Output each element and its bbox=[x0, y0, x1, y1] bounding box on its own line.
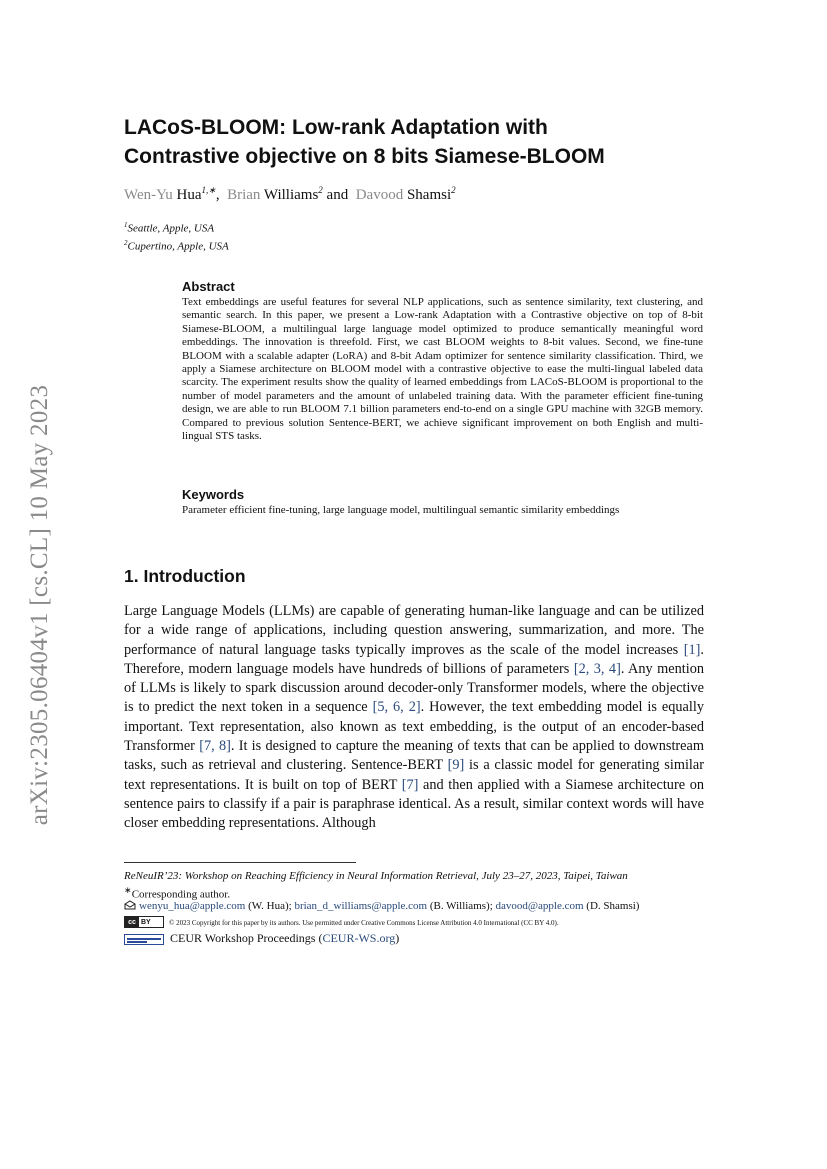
abstract-heading: Abstract bbox=[182, 279, 235, 294]
author-list bbox=[124, 185, 456, 204]
ceur-logo-icon bbox=[124, 934, 164, 945]
author-1-family: Hua bbox=[176, 187, 202, 203]
footnote-rule bbox=[124, 862, 356, 863]
ceur-text-pre: CEUR Workshop Proceedings ( bbox=[170, 931, 323, 945]
intro-text-4: . However, the text embedding model is equally important. Text representation, also known as text embedding, is the output of an encoder-based Transformer bbox=[124, 699, 704, 755]
affiliation-1-sup: 1 bbox=[124, 221, 128, 229]
author-separator-2: and bbox=[326, 187, 349, 203]
author-3-family: Shamsi bbox=[406, 187, 452, 203]
title-line-1: LACoS-BLOOM: Low-rank Adaptation with bbox=[124, 116, 548, 139]
footnote-ceur bbox=[124, 931, 399, 945]
footnote-license bbox=[124, 915, 559, 930]
intro-text-3: . Any mention of LLMs is likely to spark discussion around decoder-only Transformer models, where the objective is to predict the next token in a sequence bbox=[124, 660, 704, 716]
email-name-williams: (B. Williams); bbox=[427, 900, 496, 912]
citation-6[interactable]: [7] bbox=[401, 776, 419, 793]
email-name-shamsi: (D. Shamsi) bbox=[583, 900, 640, 912]
author-3-given: Davood bbox=[355, 187, 404, 203]
author-2-family: Williams bbox=[263, 187, 319, 203]
author-3-sup: 2 bbox=[451, 185, 456, 195]
cc-by-badge-icon bbox=[124, 916, 164, 928]
email-link-williams[interactable]: brian_d_williams@apple.com bbox=[294, 900, 428, 912]
intro-text-6: is a classic model for generating similar text representations. It is built on top of BERT bbox=[124, 757, 704, 793]
keywords-text: Parameter efficient fine-tuning, large language model, multilingual semantic similarity embeddings bbox=[182, 504, 620, 516]
corresponding-mark: ∗ bbox=[124, 885, 132, 895]
intro-text-5: . It is designed to capture the meaning of texts that can be applied to downstream tasks, such as retrieval and clustering. Sentence-BERT bbox=[124, 738, 704, 774]
mail-icon bbox=[124, 900, 136, 910]
intro-text-2: . Therefore, modern language models have hundreds of billions of parameters bbox=[124, 641, 704, 677]
citation-4[interactable]: [7, 8] bbox=[199, 738, 231, 755]
email-name-hua: (W. Hua); bbox=[245, 900, 295, 912]
ceur-link[interactable]: CEUR-WS.org bbox=[322, 931, 396, 945]
email-link-hua[interactable]: wenyu_hua@apple.com bbox=[139, 900, 246, 912]
footnote-venue: ReNeuIR’23: Workshop on Reaching Efficiency in Neural Information Retrieval, July 23–27, 2023, Taipei, Taiwan bbox=[124, 870, 628, 882]
keywords-heading: Keywords bbox=[182, 487, 245, 502]
title-line-2: Contrastive objective on 8 bits Siamese-BLOOM bbox=[124, 145, 605, 168]
keywords-section bbox=[182, 487, 722, 517]
intro-text-7: and then applied with a Siamese architecture on sentence pairs to classify if a pair is paraphrase identical. As a result, similar context words will have closer embedding representations. Although bbox=[124, 776, 704, 832]
affiliation-2 bbox=[124, 239, 229, 253]
email-link-shamsi[interactable]: davood@apple.com bbox=[495, 900, 584, 912]
corresponding-text: Corresponding author. bbox=[131, 888, 231, 901]
introduction-heading: 1. Introduction bbox=[124, 566, 246, 586]
intro-text-1: Large Language Models (LLMs) are capable of generating human-like language and can be utilized for a wide range of applications, including question answering, summarization, and more. The performance of natural language tasks typically improves as the scale of the model increases bbox=[124, 603, 704, 658]
ceur-text-post: ) bbox=[395, 931, 400, 945]
author-1-given: Wen-Yu bbox=[124, 187, 173, 203]
citation-1[interactable]: [1] bbox=[683, 641, 701, 658]
affiliation-2-sup: 2 bbox=[124, 239, 128, 247]
cc-badge-label: cc bbox=[125, 917, 139, 927]
footnote-emails bbox=[124, 899, 639, 913]
affiliation-1-text: Seattle, Apple, USA bbox=[127, 222, 215, 235]
author-separator-1: , bbox=[215, 187, 220, 203]
copyright-text: © 2023 Copyright for this paper by its authors. Use permitted under Creative Commons License Attribution 4.0 International (CC BY 4.0). bbox=[169, 919, 559, 927]
introduction-paragraph bbox=[124, 602, 704, 834]
arxiv-stamp bbox=[16, 355, 64, 855]
citation-3[interactable]: [5, 6, 2] bbox=[372, 699, 421, 716]
abstract-text: Text embeddings are useful features for several NLP applications, such as sentence similarity, text clustering, and semantic search. In this paper, we present a Low-rank Adaptation with a Contrastive objective on top of 8-bit Siamese-BLOOM, a multilingual large language model optimized to produce semantically meaningful word embeddings. The innovation is threefold. First, we cast BLOOM weights to 8-bit values. Second, we fine-tune BLOOM with a scalable adapter (LoRA) and 8-bit Adam optimizer for sentence similarity classification. Third, we apply a Siamese architecture on BLOOM model with a contrastive objective to ease the multi-lingual labeled data scarcity. The experiment results show the quality of learned embeddings from LACoS-BLOOM is proportional to the number of model parameters and the amount of unlabeled training data. With the parameter efficient fine-tuning design, we are able to run BLOOM 7.1 billion parameters end-to-end on a single GPU machine with 32GB memory. Compared to previous solution Sentence-BERT, we achieve significant improvement on both English and multi-lingual STS tasks. bbox=[182, 296, 703, 443]
paper-title bbox=[124, 113, 744, 171]
citation-5[interactable]: [9] bbox=[447, 757, 465, 774]
arxiv-stamp-text: arXiv:2305.06404v1 [cs.CL] 10 May 2023 bbox=[26, 384, 53, 826]
abstract-section bbox=[182, 279, 703, 443]
citation-2[interactable]: [2, 3, 4] bbox=[573, 660, 621, 677]
author-2-given: Brian bbox=[227, 187, 261, 203]
author-1-sup: 1,∗ bbox=[201, 185, 216, 195]
affiliation-1 bbox=[124, 221, 214, 235]
author-2-sup: 2 bbox=[318, 185, 323, 195]
cc-by-label: BY bbox=[141, 919, 151, 927]
affiliation-2-text: Cupertino, Apple, USA bbox=[127, 240, 229, 253]
